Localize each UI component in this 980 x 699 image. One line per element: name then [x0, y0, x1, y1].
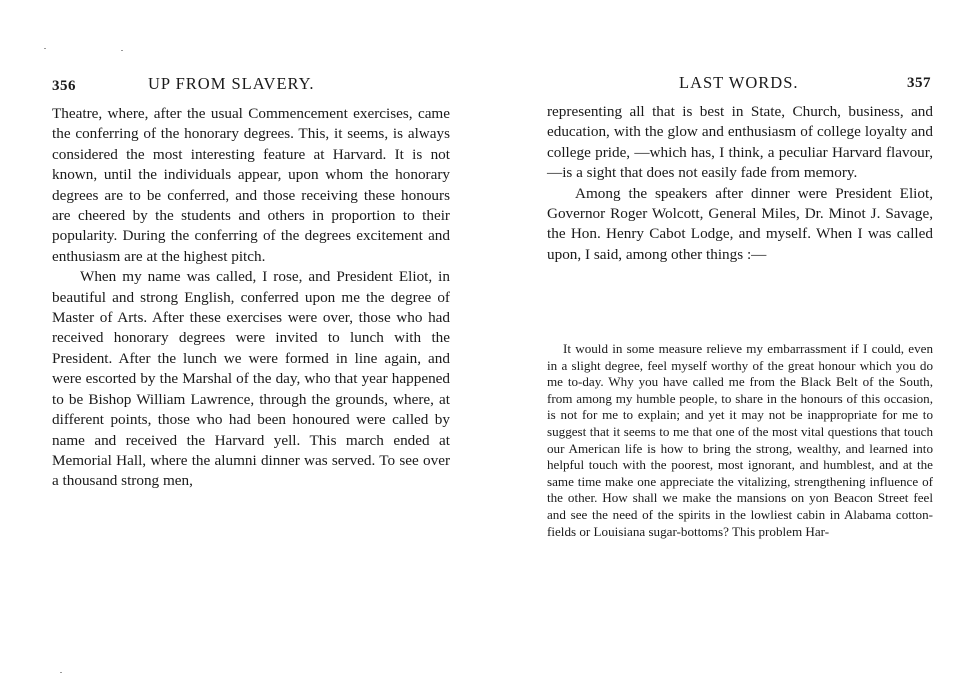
page-number: 357	[907, 75, 931, 91]
speech-extract	[547, 341, 933, 540]
paper-speck	[60, 672, 62, 673]
paper-speck	[121, 50, 123, 51]
right-page-body	[547, 102, 933, 265]
left-page-body	[52, 104, 450, 492]
paragraph: representing all that is best in State, Church, business, and education, with the glow and enthusiasm of college loyalty and college pride, —which has, I think, a peculiar Harvard flavour,—is a sight that does not easily fade from memory.	[547, 103, 933, 182]
paragraph: Among the speakers after dinner were President Eliot, Governor Roger Wolcott, General Miles, Dr. Minot J. Savage, the Hon. Henry Cabot Lodge, and myself. When I was called upon, I said, among other things :—	[547, 184, 933, 263]
running-title: UP FROM SLAVERY.	[148, 74, 315, 93]
paper-speck	[44, 48, 46, 49]
paragraph: Theatre, where, after the usual Commencement exercises, came the conferring of the honorary degrees. This, it seems, is always considered the most interesting feature at Harvard. It is not known, until the individuals appear, upon whom the honorary degrees are to be conferred, and those receiving these honours are cheered by the students and others in proportion to their popularity. During the conferring of the degrees excitement and enthusiasm are at the highest pitch.	[52, 105, 450, 265]
paragraph: When my name was called, I rose, and President Eliot, in beautiful and strong English, conferred upon me the degree of Master of Arts. After these exercises were over, those who had received honorary degrees were invited to lunch with the President. After the lunch we were formed in line again, and were escorted by the Marshal of the day, who that year happened to be Bishop William Lawrence, through the grounds, where, at different points, those who had been honoured were called by name and received the Harvard yell. This march ended at Memorial Hall, where the alumni dinner was served. To see over a thousand strong men,	[52, 268, 450, 490]
extract-paragraph: It would in some measure relieve my embarrassment if I could, even in a slight degree, feel myself worthy of the great honour which you do me to-day. Why you have called me from the Black Belt of the South, from among my humble people, to share in the honours of this occasion, is not for me to explain; and yet it may not be inappropriate for me to suggest that it seems to me that one of the most vital questions that touch our American life is how to bring the strong, wealthy, and learned into helpful touch with the poorest, most ignorant, and humblest, and at the same time make one appreciate the vitalizing, strengthening influence of the other. How shall we make the mansions on yon Beacon Street feel and see the need of the spirits in the lowliest cabin in Alabama cotton-fields or Louisiana sugar-bottoms? This problem Har-	[547, 341, 933, 539]
page-number: 356	[52, 78, 76, 94]
running-title: LAST WORDS.	[679, 73, 799, 92]
